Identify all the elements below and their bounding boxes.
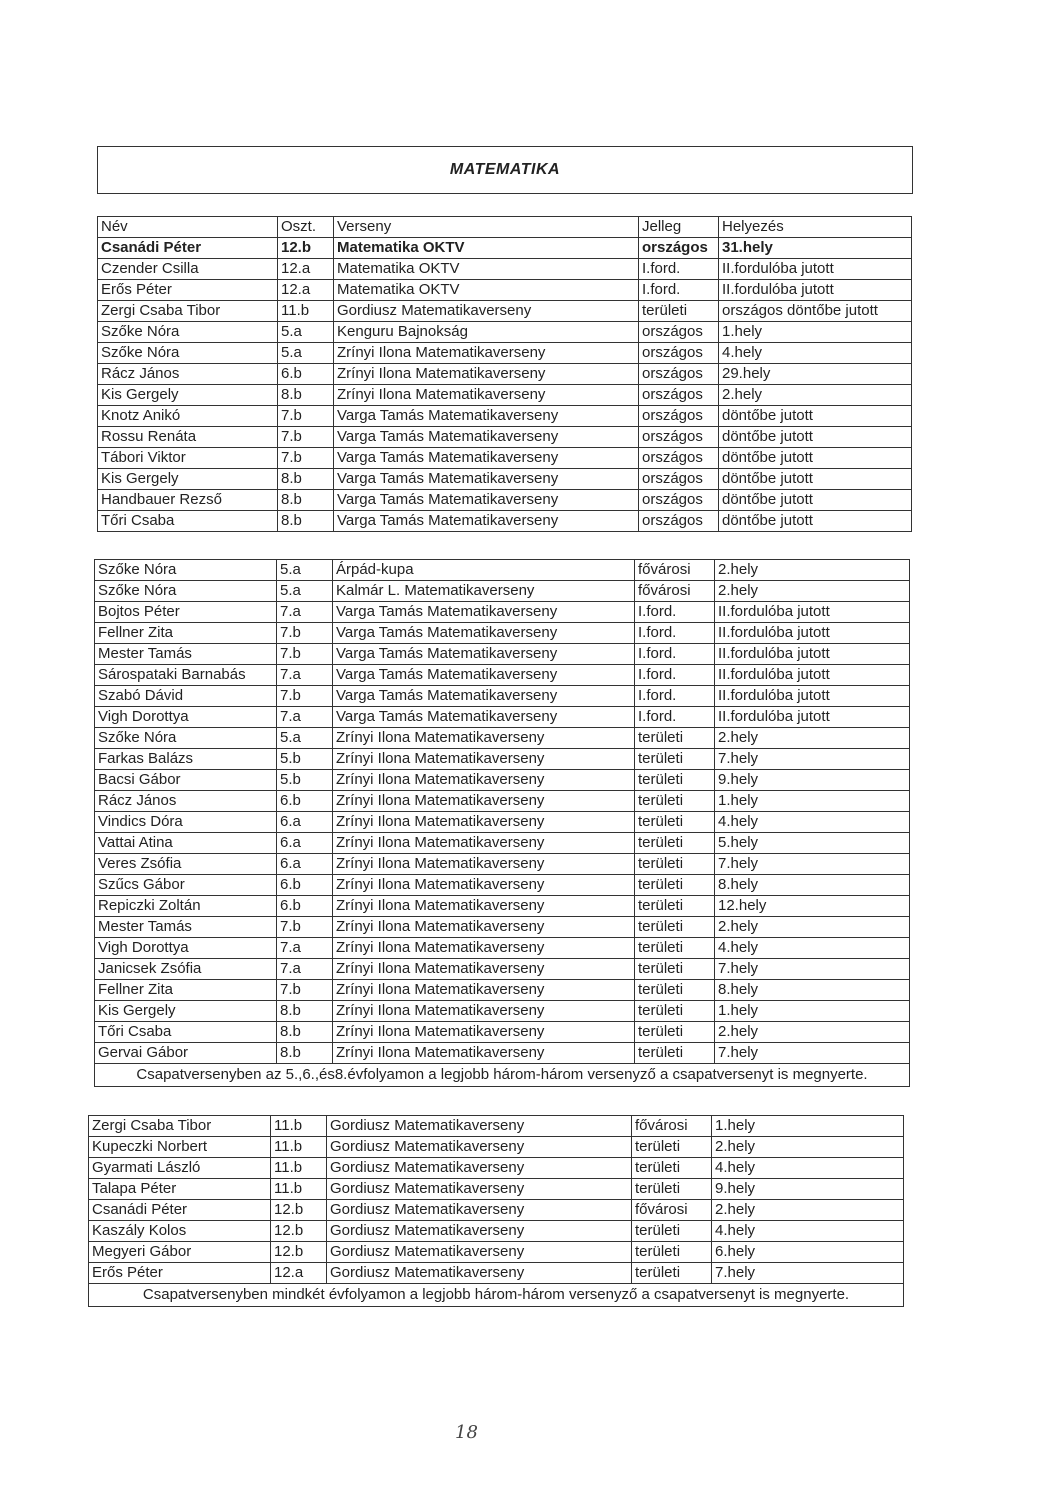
table-row: [89, 1158, 904, 1179]
table-row: [95, 812, 910, 833]
type-cell: országos: [639, 343, 719, 364]
name-cell: Fellner Zita: [95, 980, 277, 1001]
placement-cell: 2.hely: [715, 560, 910, 581]
placement-cell: 2.hely: [712, 1137, 904, 1158]
name-cell: Megyeri Gábor: [89, 1242, 271, 1263]
name-cell: Tőri Csaba: [98, 511, 278, 532]
competition-cell: Varga Tamás Matematikaverseny: [334, 427, 639, 448]
placement-cell: 4.hely: [715, 812, 910, 833]
class-cell: 6.a: [277, 812, 333, 833]
type-cell: I.ford.: [635, 665, 715, 686]
competition-cell: Gordiusz Matematikaverseny: [327, 1221, 632, 1242]
placement-cell: 7.hely: [715, 1043, 910, 1064]
type-cell: fővárosi: [632, 1200, 712, 1221]
placement-cell: döntőbe jutott: [719, 469, 912, 490]
class-cell: 7.a: [277, 707, 333, 728]
type-cell: országos: [639, 322, 719, 343]
competition-cell: Zrínyi Ilona Matematikaverseny: [333, 728, 635, 749]
class-cell: 5.b: [277, 770, 333, 791]
competition-cell: Varga Tamás Matematikaverseny: [334, 448, 639, 469]
competition-cell: Varga Tamás Matematikaverseny: [333, 602, 635, 623]
name-cell: Mester Tamás: [95, 917, 277, 938]
type-cell: országos: [639, 469, 719, 490]
class-cell: 11.b: [271, 1116, 327, 1137]
competition-cell: Zrínyi Ilona Matematikaverseny: [333, 1001, 635, 1022]
class-cell: 6.b: [278, 364, 334, 385]
name-cell: Szőke Nóra: [98, 322, 278, 343]
competition-cell: Varga Tamás Matematikaverseny: [333, 623, 635, 644]
class-cell: 12.a: [278, 259, 334, 280]
placement-cell: II.fordulóba jutott: [715, 707, 910, 728]
placement-cell: II.fordulóba jutott: [719, 259, 912, 280]
name-cell: Mester Tamás: [95, 644, 277, 665]
table2-body: [95, 560, 910, 1087]
class-cell: 7.b: [277, 686, 333, 707]
class-cell: 7.b: [277, 644, 333, 665]
class-cell: 11.b: [278, 301, 334, 322]
placement-cell: 2.hely: [719, 385, 912, 406]
name-cell: Handbauer Rezső: [98, 490, 278, 511]
competition-cell: Varga Tamás Matematikaverseny: [333, 644, 635, 665]
name-cell: Név: [98, 217, 278, 238]
type-cell: területi: [635, 896, 715, 917]
table-row: [95, 602, 910, 623]
competition-cell: Kalmár L. Matematikaverseny: [333, 581, 635, 602]
name-cell: Gyarmati László: [89, 1158, 271, 1179]
table-row: [98, 259, 912, 280]
class-cell: 7.b: [277, 623, 333, 644]
class-cell: 6.a: [277, 854, 333, 875]
competition-cell: Zrínyi Ilona Matematikaverseny: [334, 343, 639, 364]
type-cell: területi: [635, 875, 715, 896]
class-cell: 7.a: [277, 938, 333, 959]
name-cell: Kis Gergely: [98, 385, 278, 406]
table-row: [98, 301, 912, 322]
name-cell: Erős Péter: [89, 1263, 271, 1284]
placement-cell: 4.hely: [715, 938, 910, 959]
name-cell: Vindics Dóra: [95, 812, 277, 833]
competition-cell: Varga Tamás Matematikaverseny: [333, 707, 635, 728]
class-cell: 8.b: [278, 469, 334, 490]
class-cell: 7.a: [277, 602, 333, 623]
table-row: [95, 644, 910, 665]
type-cell: I.ford.: [639, 259, 719, 280]
type-cell: országos: [639, 448, 719, 469]
name-cell: Rácz János: [95, 791, 277, 812]
type-cell: fővárosi: [635, 581, 715, 602]
type-cell: területi: [632, 1158, 712, 1179]
placement-cell: 12.hely: [715, 896, 910, 917]
competition-cell: Zrínyi Ilona Matematikaverseny: [333, 770, 635, 791]
table-row: [95, 833, 910, 854]
placement-cell: 2.hely: [715, 1022, 910, 1043]
table-row: [95, 728, 910, 749]
class-cell: 11.b: [271, 1137, 327, 1158]
class-cell: 7.b: [277, 980, 333, 1001]
class-cell: 12.b: [271, 1200, 327, 1221]
placement-cell: 8.hely: [715, 980, 910, 1001]
class-cell: 5.a: [278, 343, 334, 364]
type-cell: területi: [635, 791, 715, 812]
name-cell: Kupeczki Norbert: [89, 1137, 271, 1158]
class-cell: 12.b: [271, 1221, 327, 1242]
placement-cell: II.fordulóba jutott: [715, 623, 910, 644]
table-row: [95, 938, 910, 959]
type-cell: országos: [639, 364, 719, 385]
placement-cell: 31.hely: [719, 238, 912, 259]
team-note-row: [95, 1064, 910, 1087]
type-cell: fővárosi: [632, 1116, 712, 1137]
competition-cell: Gordiusz Matematikaverseny: [334, 301, 639, 322]
name-cell: Vigh Dorottya: [95, 707, 277, 728]
competition-cell: Zrínyi Ilona Matematikaverseny: [333, 1043, 635, 1064]
table-row: [95, 791, 910, 812]
competition-cell: Verseny: [334, 217, 639, 238]
type-cell: területi: [635, 1001, 715, 1022]
competition-cell: Matematika OKTV: [334, 259, 639, 280]
placement-cell: 2.hely: [715, 581, 910, 602]
name-cell: Szőke Nóra: [95, 560, 277, 581]
placement-cell: 7.hely: [715, 959, 910, 980]
table-row: [89, 1116, 904, 1137]
type-cell: országos: [639, 238, 719, 259]
table-row: [95, 770, 910, 791]
class-cell: 6.b: [277, 875, 333, 896]
name-cell: Repiczki Zoltán: [95, 896, 277, 917]
name-cell: Bojtos Péter: [95, 602, 277, 623]
table-row: [98, 343, 912, 364]
placement-cell: 4.hely: [719, 343, 912, 364]
table-row: [98, 406, 912, 427]
competition-cell: Zrínyi Ilona Matematikaverseny: [333, 875, 635, 896]
table-row: [95, 959, 910, 980]
placement-cell: 5.hely: [715, 833, 910, 854]
table-row: [98, 511, 912, 532]
placement-cell: döntőbe jutott: [719, 490, 912, 511]
table-row: [98, 322, 912, 343]
name-cell: Szőke Nóra: [95, 728, 277, 749]
table1-body: [98, 217, 912, 532]
class-cell: 11.b: [271, 1158, 327, 1179]
table-row: [95, 896, 910, 917]
competition-cell: Zrínyi Ilona Matematikaverseny: [333, 791, 635, 812]
class-cell: 12.a: [271, 1263, 327, 1284]
class-cell: 7.b: [278, 448, 334, 469]
type-cell: területi: [635, 728, 715, 749]
name-cell: Janicsek Zsófia: [95, 959, 277, 980]
name-cell: Sárospataki Barnabás: [95, 665, 277, 686]
competition-cell: Zrínyi Ilona Matematikaverseny: [333, 749, 635, 770]
type-cell: területi: [635, 980, 715, 1001]
class-cell: 5.b: [277, 749, 333, 770]
class-cell: 5.a: [277, 581, 333, 602]
type-cell: országos: [639, 511, 719, 532]
competition-cell: Zrínyi Ilona Matematikaverseny: [333, 812, 635, 833]
name-cell: Tőri Csaba: [95, 1022, 277, 1043]
competition-cell: Zrínyi Ilona Matematikaverseny: [333, 896, 635, 917]
type-cell: I.ford.: [635, 707, 715, 728]
class-cell: 6.a: [277, 833, 333, 854]
table-row: [95, 749, 910, 770]
placement-cell: 2.hely: [715, 917, 910, 938]
name-cell: Talapa Péter: [89, 1179, 271, 1200]
national-results-table: [97, 216, 912, 532]
name-cell: Vattai Atina: [95, 833, 277, 854]
class-cell: 7.b: [278, 406, 334, 427]
table-row: [98, 469, 912, 490]
class-cell: 6.b: [277, 791, 333, 812]
class-cell: 8.b: [278, 490, 334, 511]
class-cell: 5.a: [277, 728, 333, 749]
placement-cell: 1.hely: [715, 791, 910, 812]
table-row: [95, 581, 910, 602]
type-cell: területi: [635, 812, 715, 833]
type-cell: országos: [639, 385, 719, 406]
placement-cell: II.fordulóba jutott: [715, 665, 910, 686]
table-row: [98, 490, 912, 511]
placement-cell: 8.hely: [715, 875, 910, 896]
competition-cell: Varga Tamás Matematikaverseny: [333, 686, 635, 707]
type-cell: területi: [632, 1179, 712, 1200]
type-cell: területi: [632, 1221, 712, 1242]
name-cell: Veres Zsófia: [95, 854, 277, 875]
type-cell: területi: [632, 1137, 712, 1158]
competition-cell: Zrínyi Ilona Matematikaverseny: [333, 917, 635, 938]
table-row: [95, 665, 910, 686]
class-cell: 6.b: [277, 896, 333, 917]
name-cell: Gervai Gábor: [95, 1043, 277, 1064]
competition-cell: Matematika OKTV: [334, 238, 639, 259]
placement-cell: 29.hely: [719, 364, 912, 385]
class-cell: 7.b: [277, 917, 333, 938]
class-cell: 7.a: [277, 665, 333, 686]
placement-cell: II.fordulóba jutott: [715, 602, 910, 623]
competition-cell: Matematika OKTV: [334, 280, 639, 301]
competition-cell: Gordiusz Matematikaverseny: [327, 1242, 632, 1263]
placement-cell: 2.hely: [712, 1200, 904, 1221]
placement-cell: 1.hely: [712, 1116, 904, 1137]
name-cell: Erős Péter: [98, 280, 278, 301]
type-cell: fővárosi: [635, 560, 715, 581]
competition-cell: Varga Tamás Matematikaverseny: [333, 665, 635, 686]
type-cell: országos: [639, 490, 719, 511]
name-cell: Rácz János: [98, 364, 278, 385]
placement-cell: Helyezés: [719, 217, 912, 238]
table-row: [89, 1221, 904, 1242]
table-row: [98, 385, 912, 406]
class-cell: 12.a: [278, 280, 334, 301]
class-cell: 8.b: [277, 1043, 333, 1064]
placement-cell: II.fordulóba jutott: [715, 644, 910, 665]
name-cell: Zergi Csaba Tibor: [89, 1116, 271, 1137]
placement-cell: II.fordulóba jutott: [719, 280, 912, 301]
placement-cell: döntőbe jutott: [719, 448, 912, 469]
type-cell: I.ford.: [635, 623, 715, 644]
team-note: Csapatversenyben az 5.,6.,és8.évfolyamon a legjobb három-három versenyző a csapatversenyt is megnyerte.: [95, 1064, 910, 1087]
competition-cell: Zrínyi Ilona Matematikaverseny: [333, 980, 635, 1001]
placement-cell: 4.hely: [712, 1158, 904, 1179]
gordiusz-results-table: [88, 1115, 904, 1307]
table-row: [95, 917, 910, 938]
team-note: Csapatversenyben mindkét évfolyamon a legjobb három-három versenyző a csapatversenyt is megnyerte.: [89, 1284, 904, 1307]
name-cell: Farkas Balázs: [95, 749, 277, 770]
table-row: [89, 1200, 904, 1221]
title-text: MATEMATIKA: [449, 161, 561, 178]
placement-cell: 4.hely: [712, 1221, 904, 1242]
competition-cell: Zrínyi Ilona Matematikaverseny: [333, 959, 635, 980]
name-cell: Rossu Renáta: [98, 427, 278, 448]
type-cell: területi: [632, 1263, 712, 1284]
name-cell: Kis Gergely: [95, 1001, 277, 1022]
name-cell: Szabó Dávid: [95, 686, 277, 707]
table-row: [98, 427, 912, 448]
type-cell: I.ford.: [639, 280, 719, 301]
competition-cell: Varga Tamás Matematikaverseny: [334, 406, 639, 427]
name-cell: Szőke Nóra: [98, 343, 278, 364]
name-cell: Zergi Csaba Tibor: [98, 301, 278, 322]
competition-cell: Varga Tamás Matematikaverseny: [334, 490, 639, 511]
table-row: [95, 560, 910, 581]
class-cell: 7.b: [278, 427, 334, 448]
type-cell: I.ford.: [635, 686, 715, 707]
type-cell: területi: [635, 917, 715, 938]
name-cell: Kis Gergely: [98, 469, 278, 490]
table-row: [95, 1022, 910, 1043]
placement-cell: 1.hely: [715, 1001, 910, 1022]
type-cell: területi: [635, 1043, 715, 1064]
table-row: [89, 1242, 904, 1263]
name-cell: Kaszály Kolos: [89, 1221, 271, 1242]
competition-cell: Gordiusz Matematikaverseny: [327, 1137, 632, 1158]
type-cell: területi: [635, 854, 715, 875]
class-cell: 5.a: [277, 560, 333, 581]
name-cell: Csanádi Péter: [98, 238, 278, 259]
class-cell: 5.a: [278, 322, 334, 343]
competition-cell: Gordiusz Matematikaverseny: [327, 1263, 632, 1284]
type-cell: I.ford.: [635, 602, 715, 623]
name-cell: Fellner Zita: [95, 623, 277, 644]
placement-cell: döntőbe jutott: [719, 427, 912, 448]
placement-cell: II.fordulóba jutott: [715, 686, 910, 707]
name-cell: Bacsi Gábor: [95, 770, 277, 791]
competition-cell: Zrínyi Ilona Matematikaverseny: [334, 364, 639, 385]
table-row: [95, 707, 910, 728]
type-cell: országos: [639, 406, 719, 427]
table-row: [98, 238, 912, 259]
competition-cell: Gordiusz Matematikaverseny: [327, 1116, 632, 1137]
placement-cell: országos döntőbe jutott: [719, 301, 912, 322]
name-cell: Szőke Nóra: [95, 581, 277, 602]
table-row: [95, 686, 910, 707]
type-cell: Jelleg: [639, 217, 719, 238]
class-cell: 7.a: [277, 959, 333, 980]
table-row: [95, 875, 910, 896]
regional-results-table: [94, 559, 910, 1087]
name-cell: Tábori Viktor: [98, 448, 278, 469]
page-title: [97, 146, 913, 194]
table-row: [95, 1043, 910, 1064]
type-cell: területi: [635, 959, 715, 980]
name-cell: Czender Csilla: [98, 259, 278, 280]
name-cell: Csanádi Péter: [89, 1200, 271, 1221]
table-row: [95, 854, 910, 875]
table-row: [95, 1001, 910, 1022]
placement-cell: 6.hely: [712, 1242, 904, 1263]
competition-cell: Zrínyi Ilona Matematikaverseny: [333, 854, 635, 875]
name-cell: Szűcs Gábor: [95, 875, 277, 896]
class-cell: Oszt.: [278, 217, 334, 238]
table-row: [95, 623, 910, 644]
type-cell: területi: [632, 1242, 712, 1263]
type-cell: területi: [635, 833, 715, 854]
placement-cell: 7.hely: [712, 1263, 904, 1284]
competition-cell: Gordiusz Matematikaverseny: [327, 1179, 632, 1200]
competition-cell: Gordiusz Matematikaverseny: [327, 1200, 632, 1221]
type-cell: területi: [635, 749, 715, 770]
table-row: [98, 448, 912, 469]
placement-cell: döntőbe jutott: [719, 511, 912, 532]
table-row: [98, 364, 912, 385]
placement-cell: 7.hely: [715, 749, 910, 770]
table-row: [89, 1137, 904, 1158]
class-cell: 8.b: [277, 1022, 333, 1043]
class-cell: 12.b: [271, 1242, 327, 1263]
type-cell: I.ford.: [635, 644, 715, 665]
placement-cell: döntőbe jutott: [719, 406, 912, 427]
name-cell: Knotz Anikó: [98, 406, 278, 427]
type-cell: területi: [635, 1022, 715, 1043]
type-cell: területi: [635, 938, 715, 959]
competition-cell: Varga Tamás Matematikaverseny: [334, 469, 639, 490]
class-cell: 12.b: [278, 238, 334, 259]
competition-cell: Zrínyi Ilona Matematikaverseny: [334, 385, 639, 406]
class-cell: 11.b: [271, 1179, 327, 1200]
class-cell: 8.b: [278, 385, 334, 406]
table3-body: [89, 1116, 904, 1307]
competition-cell: Zrínyi Ilona Matematikaverseny: [333, 833, 635, 854]
table-header-row: [98, 217, 912, 238]
competition-cell: Kenguru Bajnokság: [334, 322, 639, 343]
page-number: 18: [455, 1422, 478, 1443]
class-cell: 8.b: [278, 511, 334, 532]
placement-cell: 7.hely: [715, 854, 910, 875]
name-cell: Vigh Dorottya: [95, 938, 277, 959]
placement-cell: 1.hely: [719, 322, 912, 343]
competition-cell: Zrínyi Ilona Matematikaverseny: [333, 1022, 635, 1043]
type-cell: területi: [635, 770, 715, 791]
table-row: [89, 1263, 904, 1284]
competition-cell: Gordiusz Matematikaverseny: [327, 1158, 632, 1179]
type-cell: országos: [639, 427, 719, 448]
placement-cell: 9.hely: [715, 770, 910, 791]
placement-cell: 2.hely: [715, 728, 910, 749]
type-cell: területi: [639, 301, 719, 322]
table-row: [95, 980, 910, 1001]
competition-cell: Zrínyi Ilona Matematikaverseny: [333, 938, 635, 959]
competition-cell: Varga Tamás Matematikaverseny: [334, 511, 639, 532]
competition-cell: Árpád-kupa: [333, 560, 635, 581]
placement-cell: 9.hely: [712, 1179, 904, 1200]
table-row: [98, 280, 912, 301]
table-row: [89, 1179, 904, 1200]
class-cell: 8.b: [277, 1001, 333, 1022]
team-note-row: [89, 1284, 904, 1307]
